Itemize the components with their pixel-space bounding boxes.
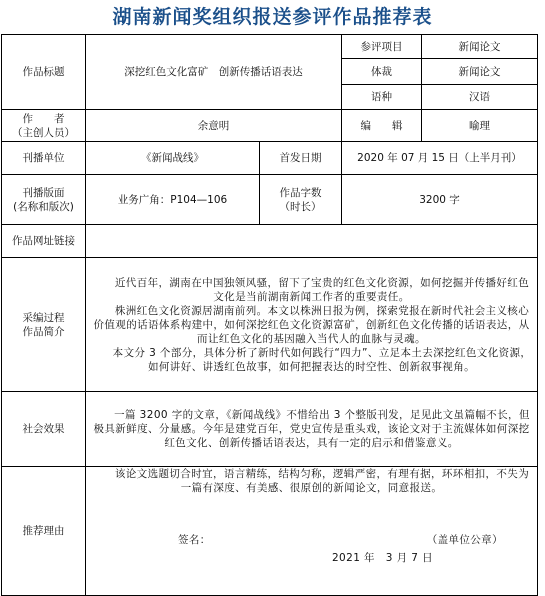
pubdate-label: 首发日期 — [260, 142, 342, 175]
author-value: 余意明 — [86, 110, 342, 142]
effect-text — [86, 392, 538, 467]
signature-line — [90, 533, 533, 547]
work-title-value: 深挖红色文化富矿 创新传播话语表达 — [86, 35, 342, 110]
language-value: 汉语 — [422, 85, 538, 110]
genre-value: 新闻论文 — [422, 59, 538, 85]
layout-label-line1: 刊播版面 — [22, 186, 65, 199]
row-publisher — [2, 142, 538, 175]
author-label-line1: 作 者 — [22, 112, 65, 125]
layout-label — [2, 175, 86, 225]
wordcount-label-line1: 作品字数 — [279, 186, 322, 199]
genre-label: 体裁 — [342, 59, 422, 85]
layout-value: 业务广角：P104—106 — [86, 175, 260, 225]
url-label: 作品网址链接 — [2, 225, 86, 258]
reason-cell — [86, 467, 538, 596]
author-label-line2: （主创人员） — [12, 126, 75, 139]
row-layout — [2, 175, 538, 225]
sign-date: 2021 年 3 月 7 日 — [331, 552, 433, 564]
form-title: 湖南新闻奖组织报送参评作品推荐表 — [112, 6, 433, 28]
language-label: 语种 — [342, 85, 422, 110]
row-url — [2, 225, 538, 258]
author-label — [2, 110, 86, 142]
wordcount-value: 3200 字 — [342, 175, 538, 225]
summary-text — [86, 258, 538, 392]
summary-label-line2: 作品简介 — [22, 325, 65, 338]
summary-label — [2, 258, 86, 392]
row-author — [2, 110, 538, 142]
wordcount-label — [260, 175, 342, 225]
row-effect — [2, 392, 538, 467]
pubdate-value: 2020 年 07 月 15 日（上半月刊） — [342, 142, 538, 175]
summary-label-line1: 采编过程 — [22, 311, 65, 324]
summary-paragraph: 本文分 3 个部分，具体分析了新时代如何践行“四力”、立足本土去深挖红色文化资源，如何讲好、讲透红色故事，如何把握表达的时空性、创新叙事视角。 — [112, 346, 532, 373]
row-summary — [2, 258, 538, 392]
summary-paragraph: 近代百年，湖南在中国独领风骚，留下了宝贵的红色文化资源，如何挖掘并传播好红色文化是当前湖南新闻工作者的重要责任。 — [114, 276, 530, 303]
wordcount-label-line2: （时长） — [279, 200, 322, 213]
reason-label: 推荐理由 — [2, 467, 86, 596]
row-work-title-1 — [2, 35, 538, 59]
seal-label: （盖单位公章） — [426, 534, 503, 546]
effect-paragraph: 一篇 3200 字的文章，《新闻战线》不惜给出 3 个整版刊发，足见此文虽篇幅不长，但极具新鲜度、分量感。今年是建党百年，党史宣传是重头戏，该论文对于主流媒体如何深挖红色文化、创新传播话语表达，具有一定的启示和借鉴意义。 — [93, 409, 530, 449]
row-reason — [2, 467, 538, 596]
publisher-label: 刊播单位 — [2, 142, 86, 175]
summary-paragraph: 株洲红色文化资源居湖南前列。本文以株洲日报为例，探索党报在新时代社会主义核心价值观的话语体系构建中，如何深挖红色文化资源富矿，创新红色文化传播的话语表达，从而让红色文化的基因融入当代人的血脉与灵魂。 — [93, 304, 530, 345]
work-title-label: 作品标题 — [2, 35, 86, 110]
editor-label: 编 辑 — [342, 110, 422, 142]
publisher-value: 《新闻战线》 — [86, 142, 260, 175]
effect-label: 社会效果 — [2, 392, 86, 467]
layout-label-line2: (名称和版次) — [13, 200, 74, 213]
recommendation-form — [1, 34, 538, 596]
sign-label: 签名： — [178, 534, 211, 546]
reason-text: 该论文选题切合时宜，语言精练，结构匀称，逻辑严密，有理有据，环环相扣，不失为一篇有深度、有美感、很原创的新闻论文，同意报送。 — [114, 468, 530, 494]
url-value — [86, 225, 538, 258]
item-value: 新闻论文 — [422, 35, 538, 59]
item-label: 参评项目 — [342, 35, 422, 59]
editor-value: 喻理 — [422, 110, 538, 142]
